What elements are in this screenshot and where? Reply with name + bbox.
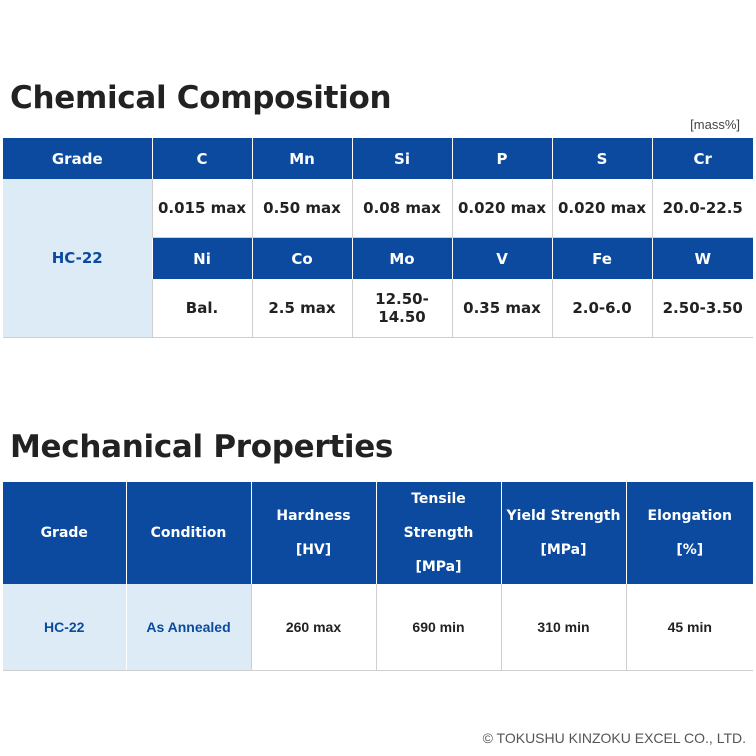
mech-header-grade xyxy=(3,482,126,584)
mech-yield-value: 310 min xyxy=(501,584,626,671)
mechanical-properties-table xyxy=(3,482,753,671)
element-value: 0.08 max xyxy=(352,179,452,238)
element-header: P xyxy=(452,138,552,179)
mech-header-unit: [MPa] xyxy=(540,542,587,558)
mech-hardness-value: 260 max xyxy=(251,584,376,671)
element-header: C xyxy=(152,138,252,179)
mech-header-label: Grade xyxy=(40,525,88,541)
mech-header-label: Condition xyxy=(150,525,227,541)
mech-tensile-value: 690 min xyxy=(376,584,501,671)
mech-header-hardness xyxy=(251,482,376,584)
element-value: Bal. xyxy=(152,279,252,338)
mech-header-label: Tensile Strength xyxy=(403,491,474,541)
element-header: Cr xyxy=(652,138,753,179)
element-header: Si xyxy=(352,138,452,179)
chemical-composition-title: Chemical Composition xyxy=(10,80,392,116)
element-header: Co xyxy=(252,238,352,280)
mech-header-condition xyxy=(126,482,251,584)
element-value: 0.015 max xyxy=(152,179,252,238)
mech-header-unit: [HV] xyxy=(295,542,332,558)
element-value: 0.50 max xyxy=(252,179,352,238)
element-value: 12.50-14.50 xyxy=(352,279,452,338)
mech-header-row xyxy=(3,482,753,584)
element-value: 0.35 max xyxy=(452,279,552,338)
mechanical-properties-title: Mechanical Properties xyxy=(10,429,394,465)
element-header: V xyxy=(452,238,552,280)
mech-value-row xyxy=(3,584,753,671)
element-value: 20.0-22.5 xyxy=(652,179,753,238)
element-value: 2.0-6.0 xyxy=(552,279,652,338)
element-header: Fe xyxy=(552,238,652,280)
grade-header: Grade xyxy=(3,138,152,179)
mech-header-tensile xyxy=(376,482,501,584)
mech-header-label: Yield Strength xyxy=(506,508,621,524)
mech-condition-value: As Annealed xyxy=(126,584,251,671)
element-value: 2.5 max xyxy=(252,279,352,338)
chemical-composition-table xyxy=(3,138,753,338)
element-value: 2.50-3.50 xyxy=(652,279,753,338)
mech-elongation-value: 45 min xyxy=(626,584,753,671)
mech-header-label: Hardness xyxy=(276,508,351,524)
element-header: Mn xyxy=(252,138,352,179)
element-header: Mo xyxy=(352,238,452,280)
element-value: 0.020 max xyxy=(452,179,552,238)
element-header: W xyxy=(652,238,753,280)
element-header: Ni xyxy=(152,238,252,280)
copyright-text: © TOKUSHU KINZOKU EXCEL CO., LTD. xyxy=(482,730,746,746)
element-value: 0.020 max xyxy=(552,179,652,238)
mech-header-unit: [MPa] xyxy=(415,559,462,575)
mech-header-yield xyxy=(501,482,626,584)
chem-value-row-1 xyxy=(3,179,753,238)
element-header: S xyxy=(552,138,652,179)
mech-header-label: Elongation xyxy=(647,508,732,524)
chem-header-row-1 xyxy=(3,138,753,179)
grade-value: HC-22 xyxy=(3,179,152,338)
mass-unit-label: [mass%] xyxy=(690,117,740,132)
mech-header-elongation xyxy=(626,482,753,584)
mech-grade-value: HC-22 xyxy=(3,584,126,671)
mech-header-unit: [%] xyxy=(676,542,704,558)
